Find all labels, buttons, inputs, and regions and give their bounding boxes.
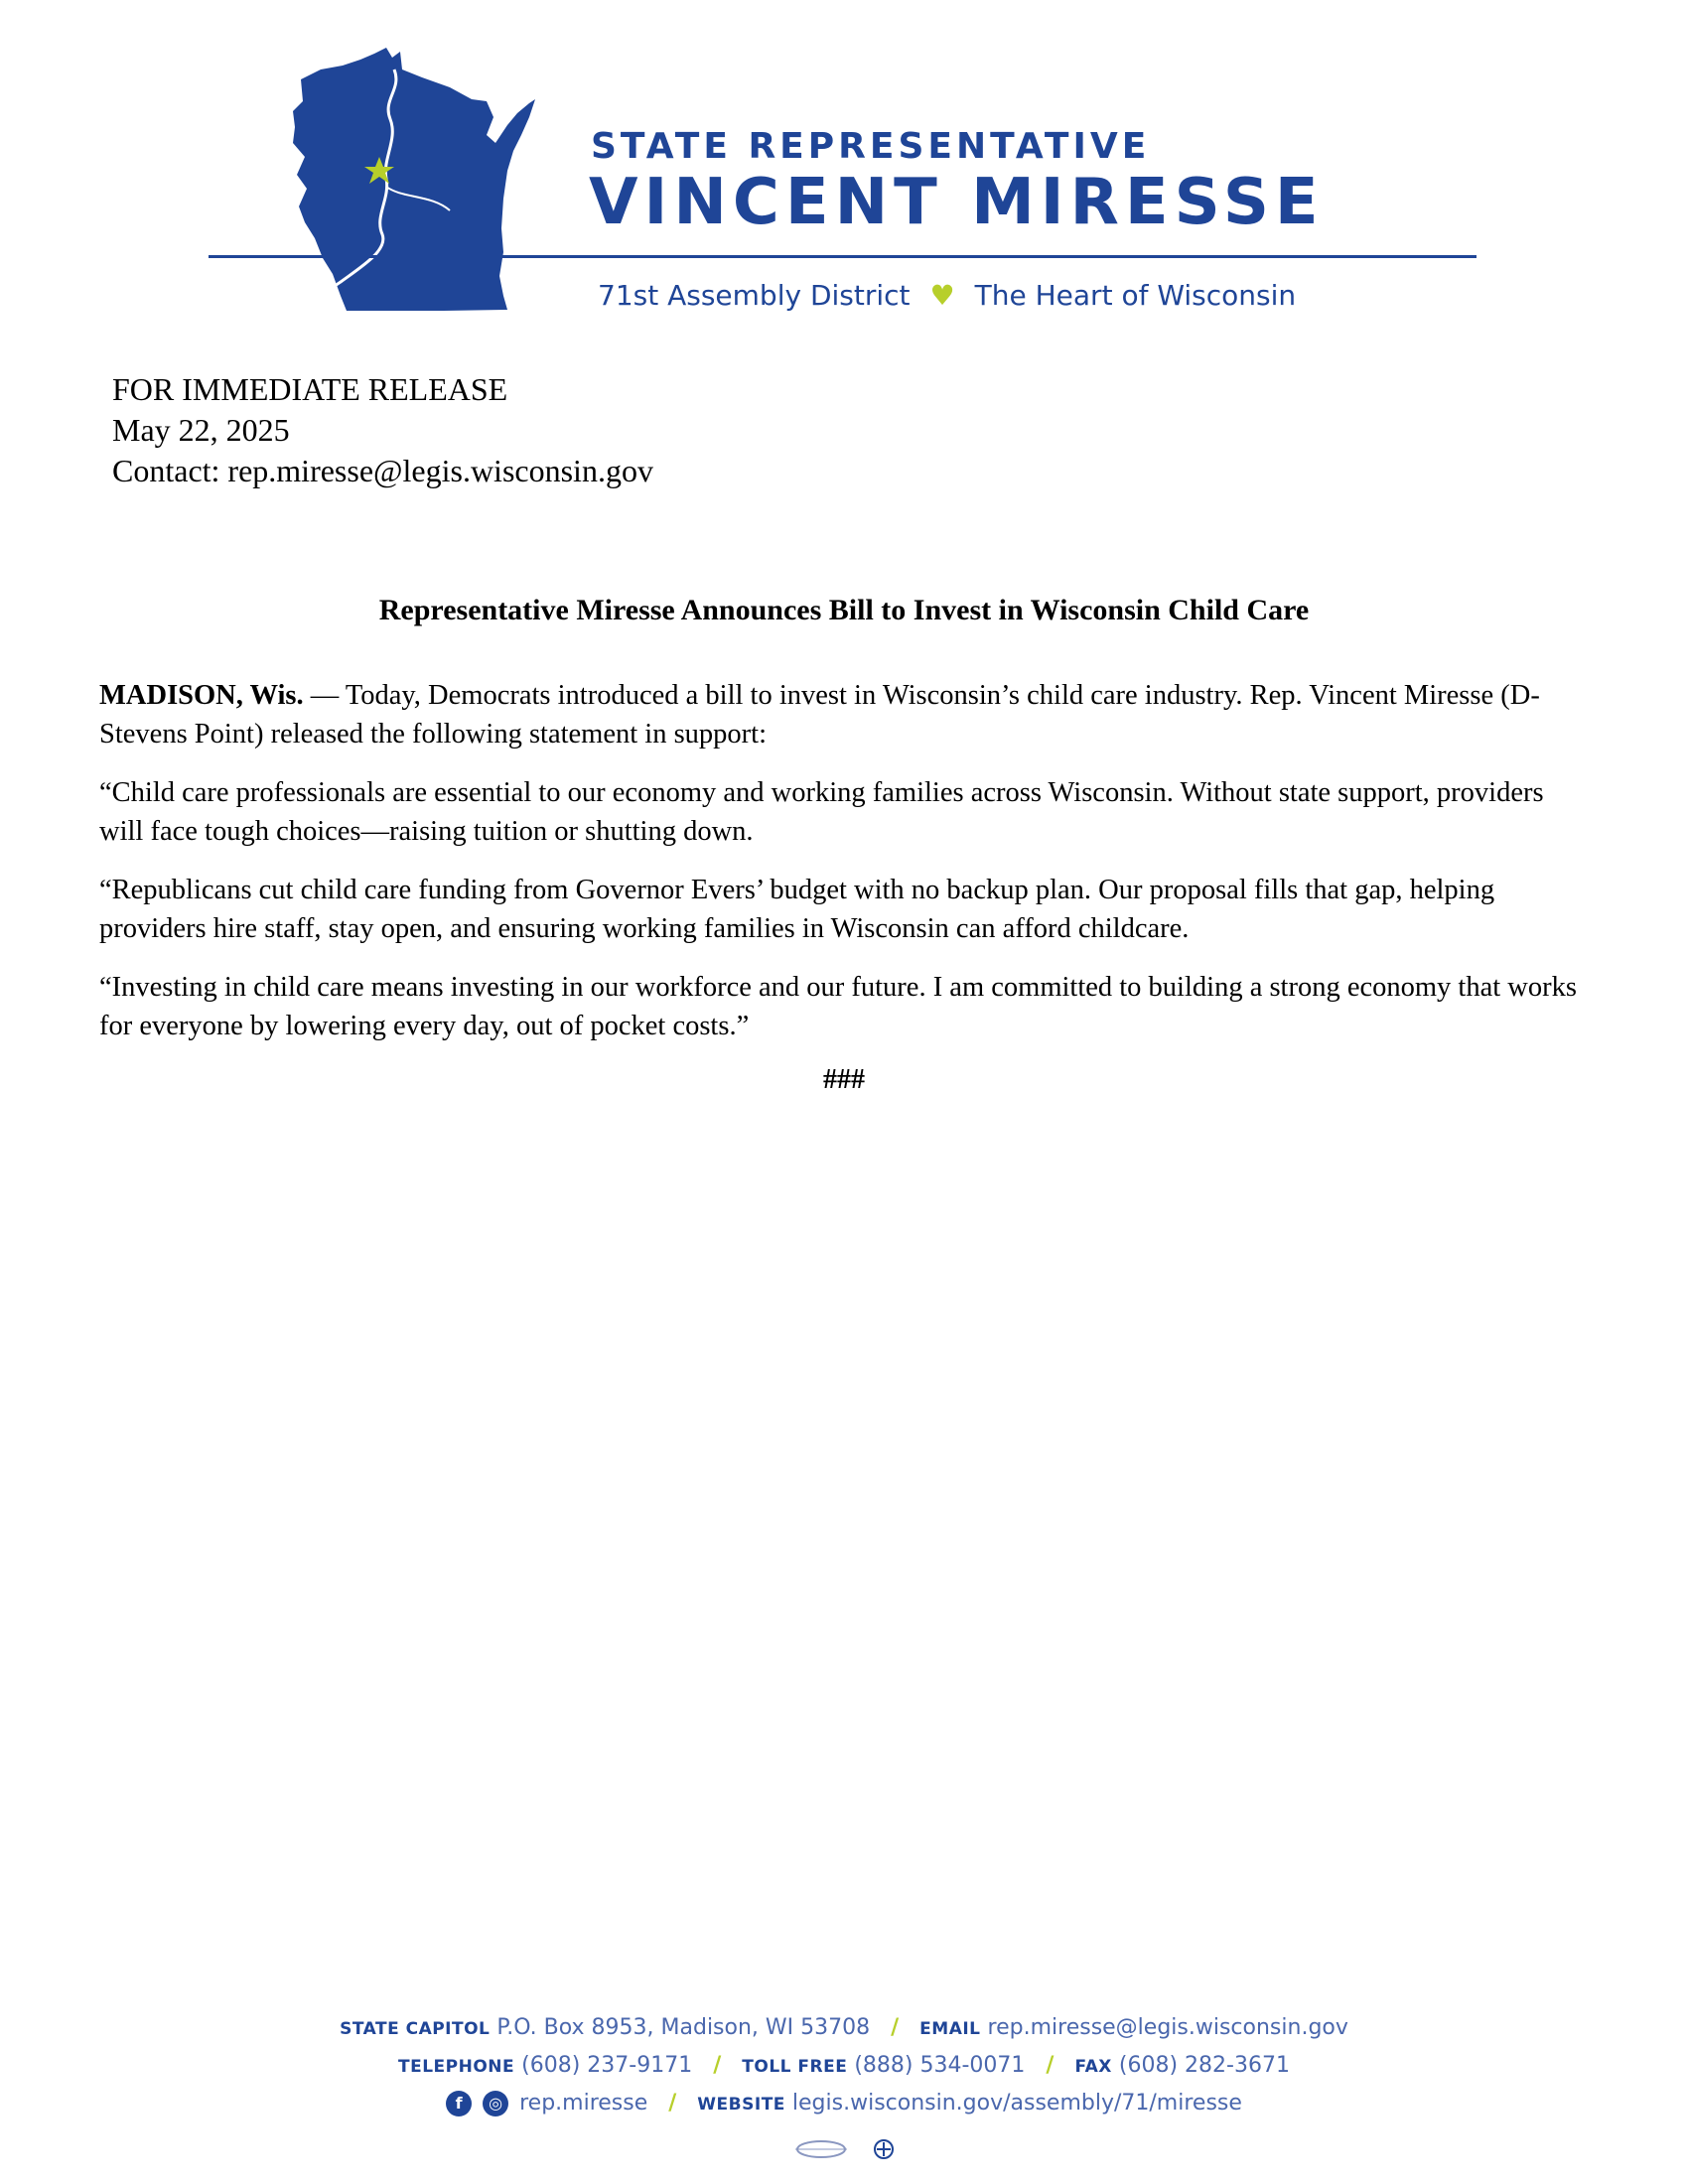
heart-icon: ♥ (929, 279, 955, 312)
tagline (598, 279, 1296, 312)
facebook-icon[interactable]: f (446, 2091, 472, 2116)
instagram-icon[interactable]: ◎ (483, 2091, 508, 2116)
article-lead-paragraph (99, 676, 1589, 753)
separator-icon: / (713, 2053, 722, 2078)
footer-row-address (0, 2015, 1688, 2040)
footer-tollfree-value: (888) 534-0071 (854, 2053, 1026, 2078)
footer-telephone-label: TELEPHONE (398, 2057, 515, 2077)
end-mark: ### (823, 1064, 865, 1095)
separator-icon: / (891, 2015, 900, 2040)
footer-email-label: EMAIL (919, 2019, 981, 2039)
article-paragraph: “Republicans cut child care funding from Governor Evers’ budget with no backup plan. Our proposal fills that gap, helping providers hire staff, stay open, and ensuring working families in Wisconsin can afford childcare. (99, 875, 1495, 944)
district-label: 71st Assembly District (598, 279, 911, 312)
footer-fax-label: FAX (1074, 2057, 1112, 2077)
footer-email-link[interactable]: rep.miresse@legis.wisconsin.gov (987, 2015, 1348, 2040)
release-label: FOR IMMEDIATE RELEASE (112, 371, 508, 407)
slogan-label: The Heart of Wisconsin (974, 279, 1297, 312)
footer-capitol-value: P.O. Box 8953, Madison, WI 53708 (496, 2015, 871, 2040)
footer-row-web (0, 2091, 1688, 2116)
dateline: MADISON, Wis. (99, 680, 304, 711)
footer-row-phones (0, 2053, 1688, 2078)
footer-website-label: WEBSITE (697, 2095, 785, 2115)
release-contact: Contact: rep.miresse@legis.wisconsin.gov (112, 453, 653, 488)
lead-text: — Today, Democrats introduced a bill to invest in Wisconsin’s child care industry. Rep. Vincent Miresse (D-Stevens Point) released the following statement in support: (99, 680, 1540, 750)
header-divider (209, 255, 1477, 258)
footer-capitol-label: STATE CAPITOL (340, 2019, 491, 2039)
release-date: May 22, 2025 (112, 412, 290, 448)
separator-icon: / (1046, 2053, 1055, 2078)
footer-fax-value: (608) 282-3671 (1118, 2053, 1290, 2078)
article-paragraph: “Child care professionals are essential to our economy and working families across Wisconsin. Without state support, providers will face tough choices—raising tuition or shutting down. (99, 777, 1544, 847)
title-representative-name: VINCENT MIRESSE (589, 166, 1325, 239)
headline: Representative Miresse Announces Bill to Invest in Wisconsin Child Care (378, 594, 1310, 626)
union-bug-icon (789, 2134, 899, 2164)
wisconsin-map-logo (283, 40, 546, 313)
letterhead (0, 0, 1688, 328)
separator-icon: / (668, 2091, 677, 2116)
title-state-representative: STATE REPRESENTATIVE (591, 126, 1151, 167)
article-paragraph: “Investing in child care means investing in our workforce and our future. I am committed to building a strong economy that works for everyone by lowering every day, out of pocket costs.” (99, 972, 1577, 1041)
footer-social-handle[interactable]: rep.miresse (519, 2091, 648, 2116)
footer-telephone-value: (608) 237-9171 (521, 2053, 693, 2078)
footer-website-link[interactable]: legis.wisconsin.gov/assembly/71/miresse (791, 2091, 1242, 2116)
footer-tollfree-label: TOLL FREE (742, 2057, 848, 2077)
